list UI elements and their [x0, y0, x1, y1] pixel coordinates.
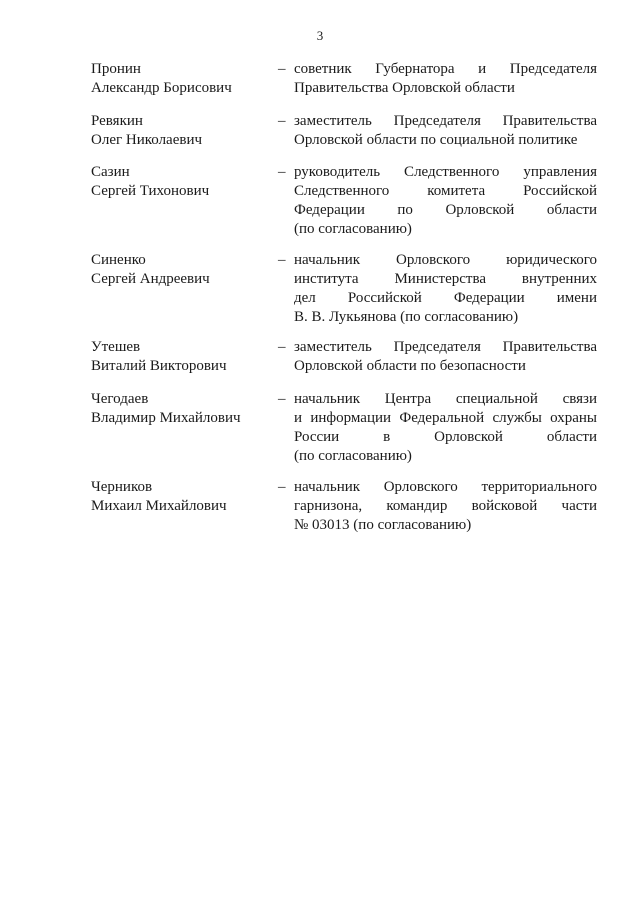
- position-line: Правительства Орловской области: [294, 80, 515, 96]
- position-line: Следственного комитета Российской: [294, 183, 597, 199]
- position-line: Федерации по Орловской области: [294, 202, 597, 218]
- page-number: 3: [316, 28, 324, 43]
- position-line: и информации Федеральной службы охраны: [294, 410, 597, 426]
- member-surname: Утешев: [91, 339, 141, 355]
- member-given-names: Владимир Михайлович: [91, 410, 241, 426]
- member-position: [294, 163, 597, 239]
- position-line: заместитель Председателя Правительства: [294, 113, 597, 129]
- member-name: [91, 478, 276, 516]
- member-dash: –: [278, 164, 286, 180]
- member-surname: Чегодаев: [91, 391, 149, 407]
- position-line: дел Российской Федерации имени: [294, 290, 597, 306]
- position-line: начальник Центра специальной связи: [294, 391, 597, 407]
- member-name: [91, 60, 276, 98]
- member-position: [294, 478, 597, 535]
- member-name: [91, 251, 276, 289]
- position-line: Орловской области по социальной политике: [294, 132, 578, 148]
- position-line: начальник Орловского территориального: [294, 479, 597, 495]
- position-line: института Министерства внутренних: [294, 271, 597, 287]
- member-entry: [91, 478, 601, 538]
- member-dash: –: [278, 479, 286, 495]
- member-position: [294, 251, 597, 327]
- member-given-names: Олег Николаевич: [91, 132, 203, 148]
- member-position: [294, 390, 597, 466]
- member-surname: Сазин: [91, 164, 130, 180]
- member-name: [91, 390, 276, 428]
- member-name: [91, 112, 276, 150]
- member-given-names: Сергей Андреевич: [91, 271, 210, 287]
- member-position: [294, 112, 597, 150]
- member-entry: [91, 163, 601, 237]
- member-dash: –: [278, 252, 286, 268]
- position-line: гарнизона, командир войсковой части: [294, 498, 597, 514]
- member-given-names: Виталий Викторович: [91, 358, 227, 374]
- member-name: [91, 163, 276, 201]
- position-line: советник Губернатора и Председателя: [294, 61, 597, 77]
- member-name: [91, 338, 276, 376]
- member-given-names: Александр Борисович: [91, 80, 232, 96]
- position-line: № 03013 (по согласованию): [294, 517, 472, 533]
- member-surname: Пронин: [91, 61, 141, 77]
- position-line: В. В. Лукьянова (по согласованию): [294, 309, 519, 325]
- member-position: [294, 60, 597, 98]
- position-line: (по согласованию): [294, 221, 412, 237]
- member-entry: [91, 338, 601, 398]
- member-given-names: Михаил Михайлович: [91, 498, 227, 514]
- member-entry: [91, 390, 601, 464]
- member-surname: Черников: [91, 479, 153, 495]
- member-position: [294, 338, 597, 376]
- position-line: России в Орловской области: [294, 429, 597, 445]
- position-line: заместитель Председателя Правительства: [294, 339, 597, 355]
- position-line: Орловской области по безопасности: [294, 358, 526, 374]
- member-entry: [91, 251, 601, 325]
- position-line: руководитель Следственного управления: [294, 164, 597, 180]
- member-given-names: Сергей Тихонович: [91, 183, 210, 199]
- member-surname: Ревякин: [91, 113, 143, 129]
- member-surname: Синенко: [91, 252, 146, 268]
- member-dash: –: [278, 113, 286, 129]
- position-line: начальник Орловского юридического: [294, 252, 597, 268]
- member-entry: [91, 60, 601, 120]
- position-line: (по согласованию): [294, 448, 412, 464]
- member-dash: –: [278, 391, 286, 407]
- member-dash: –: [278, 61, 286, 77]
- member-dash: –: [278, 339, 286, 355]
